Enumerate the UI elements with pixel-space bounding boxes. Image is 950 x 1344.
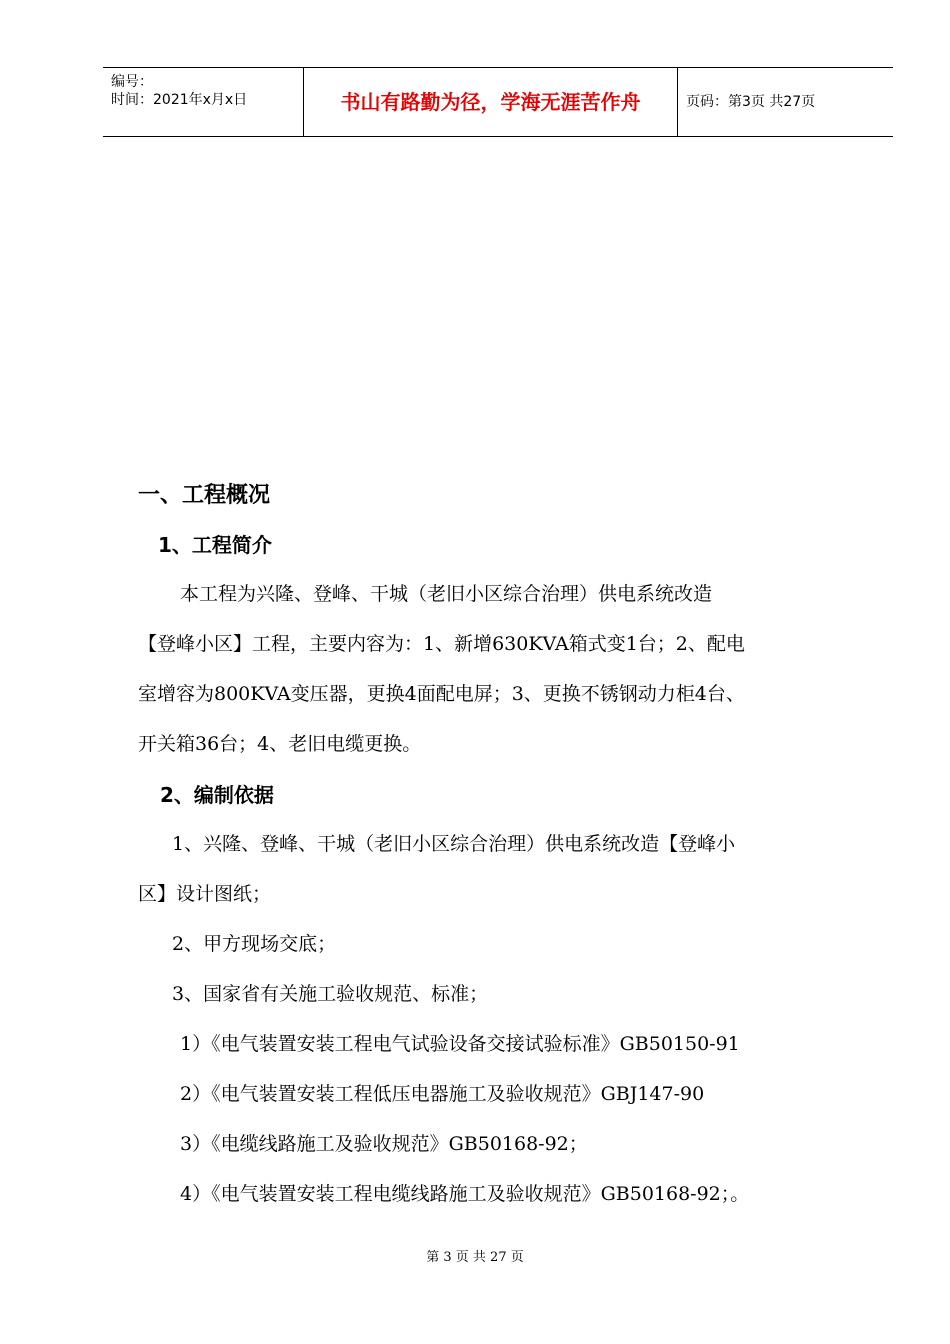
paragraph-line: 室增容为800KVA变压器，更换4面配电屏；3、更换不锈钢动力柜4台、 — [138, 683, 745, 705]
list-item: 1）《电气装置安装工程电气试验设备交接试验标准》GB50150-91 — [180, 1033, 740, 1055]
header-number-label: 编号： — [111, 74, 153, 90]
header-meta — [103, 68, 303, 136]
section-title-overview: 一、工程概况 — [138, 483, 271, 508]
subsection-title-basis: 2、编制依据 — [160, 783, 274, 807]
header-page-info: 页码：第3页 共27页 — [686, 94, 816, 110]
subsection-title-introduction: 1、工程简介 — [158, 533, 272, 557]
list-item: 2）《电气装置安装工程低压电器施工及验收规范》GBJ147-90 — [180, 1083, 705, 1105]
list-item: 3）《电缆线路施工及验收规范》GB50168-92； — [180, 1133, 588, 1155]
header-divider-right — [677, 68, 678, 136]
list-item: 1、兴隆、登峰、干城（老旧小区综合治理）供电系统改造【登峰小 — [172, 833, 736, 855]
header-motto: 书山有路勤为径，学海无涯苦作舟 — [340, 90, 641, 114]
page-footer: 第 3 页 共 27 页 — [426, 1250, 524, 1265]
list-item: 3、国家省有关施工验收规范、标准； — [172, 983, 489, 1005]
paragraph-line: 本工程为兴隆、登峰、干城（老旧小区综合治理）供电系统改造 — [180, 583, 713, 605]
paragraph-line: 开关箱36台；4、老旧电缆更换。 — [138, 733, 422, 755]
page-header — [103, 67, 893, 137]
list-item: 4）《电气装置安装工程电缆线路施工及验收规范》GB50168-92；。 — [180, 1183, 750, 1205]
paragraph-line: 【登峰小区】工程，主要内容为：1、新增630KVA箱式变1台；2、配电 — [138, 633, 745, 655]
header-time-label: 时间：2021年x月x日 — [111, 92, 248, 108]
list-item: 区】设计图纸； — [138, 883, 272, 905]
list-item: 2、甲方现场交底； — [172, 933, 337, 955]
